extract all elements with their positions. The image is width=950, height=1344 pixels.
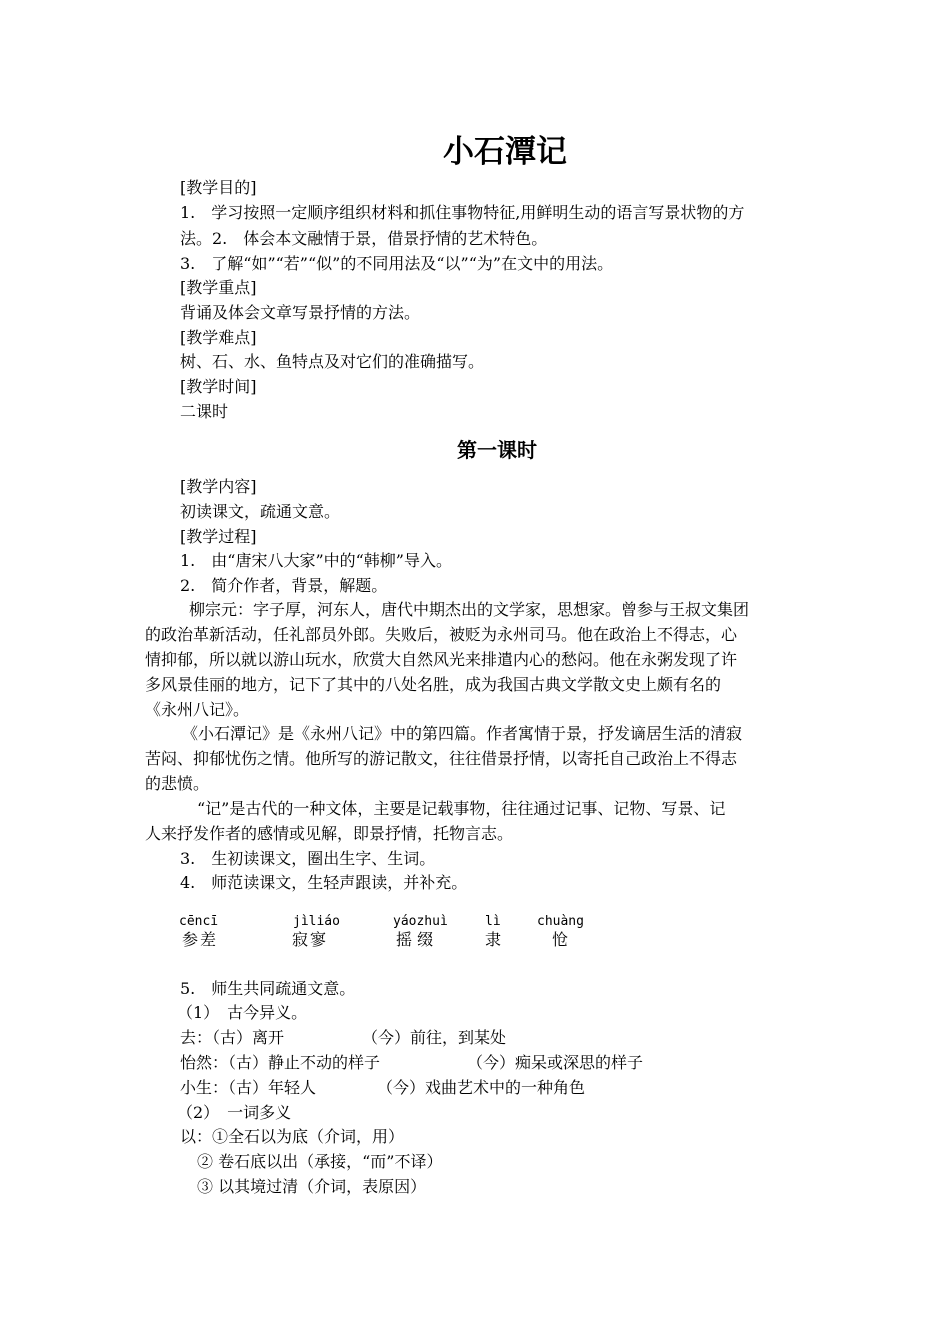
- genre-paragraph-line: 人来抒发作者的感情或见解，即景抒情，托物言志。: [145, 824, 514, 843]
- subheading-polysemy: （2） 一词多义: [177, 1103, 292, 1122]
- author-paragraph-line: 《永州八记》。: [145, 700, 250, 719]
- vocab-word: 参差: [182, 930, 219, 949]
- work-paragraph-line: 《小石潭记》是《永州八记》中的第四篇。作者寓情于景，抒发谪居生活的清寂: [182, 724, 743, 743]
- author-paragraph-line: 多风景佳丽的地方，记下了其中的八处名胜，成为我国古典文学散文史上颇有名的: [145, 675, 722, 694]
- genre-paragraph-line: “记”是古代的一种文体，主要是记载事物，往往通过记事、记物、写景、记: [197, 799, 726, 818]
- key-points-text: 背诵及体会文章写景抒情的方法。: [180, 303, 421, 322]
- polysemy-line: 以：①全石以为底（介词，用）: [180, 1127, 405, 1146]
- vocab-word: 摇 缀: [396, 930, 434, 949]
- objectives-heading: [教学目的]: [180, 178, 257, 197]
- author-paragraph-line: 的政治革新活动，任礼部员外郎。失败后，被贬为永州司马。他在政治上不得志，心: [145, 625, 738, 644]
- vocab-word: 隶: [485, 930, 502, 949]
- step-1: 1. 由“唐宋八大家”中的“韩柳”导入。: [180, 551, 452, 570]
- vocab-pinyin: chuàng: [537, 914, 584, 929]
- process-heading: [教学过程]: [180, 527, 257, 546]
- step-3: 3. 生初读课文，圈出生字、生词。: [180, 849, 436, 868]
- content-text: 初读课文，疏通文意。: [180, 502, 341, 521]
- term-qu: 去：（古）离开: [180, 1028, 285, 1047]
- vocab-word: 怆: [552, 930, 569, 949]
- term-xiaosheng-modern: （今）戏曲艺术中的一种角色: [377, 1078, 586, 1097]
- time-text: 二课时: [180, 402, 229, 421]
- vocab-word: 寂寥: [292, 930, 329, 949]
- key-points-heading: [教学重点]: [180, 278, 257, 297]
- work-paragraph-line: 苦闷、抑郁忧伤之情。他所写的游记散文，往往借景抒情，以寄托自己政治上不得志: [145, 749, 738, 768]
- term-qu-modern: （今）前往，到某处: [362, 1028, 507, 1047]
- objectives-line-3: 3. 了解“如”“若”“似”的不同用法及“以”“为”在文中的用法。: [180, 254, 614, 273]
- vocab-pinyin: cēncī: [179, 914, 219, 929]
- difficulties-heading: [教学难点]: [180, 328, 257, 347]
- subheading-ancient-modern: （1） 古今异义。: [177, 1003, 308, 1022]
- step-4: 4. 师范读课文，生轻声跟读，并补充。: [180, 873, 468, 892]
- page-title: 小石潭记: [443, 134, 567, 170]
- objectives-line-2: 法。2. 体会本文融情于景，借景抒情的艺术特色。: [180, 229, 548, 248]
- objectives-line-1: 1. 学习按照一定顺序组织材料和抓住事物特征,用鲜明生动的语言写景状物的方: [180, 203, 745, 222]
- vocab-pinyin: jìliáo: [293, 914, 340, 929]
- author-paragraph-line: 情抑郁，所以就以游山玩水，欣赏大自然风光来排遣内心的愁闷。他在永粥发现了许: [145, 650, 738, 669]
- time-heading: [教学时间]: [180, 377, 257, 396]
- step-5: 5. 师生共同疏通文意。: [180, 979, 356, 998]
- term-yiran-modern: （今）痴呆或深思的样子: [467, 1053, 644, 1072]
- polysemy-line: ③ 以其境过清（介词，表原因）: [197, 1177, 427, 1196]
- step-2: 2. 简介作者，背景，解题。: [180, 576, 388, 595]
- polysemy-line: ② 卷石底以出（承接，“而”不译）: [197, 1152, 443, 1171]
- work-paragraph-line: 的悲愤。: [145, 774, 210, 793]
- content-heading: [教学内容]: [180, 477, 257, 496]
- vocab-pinyin: lì: [485, 914, 501, 929]
- difficulties-text: 树、石、水、鱼特点及对它们的准确描写。: [180, 352, 485, 371]
- author-paragraph-line: 柳宗元：字子厚，河东人，唐代中期杰出的文学家，思想家。曾参与王叔文集团: [189, 600, 750, 619]
- lesson-title: 第一课时: [457, 438, 537, 462]
- term-xiaosheng: 小生：（古）年轻人: [180, 1078, 317, 1097]
- term-yiran: 怡然：（古）静止不动的样子: [180, 1053, 381, 1072]
- vocab-pinyin: yáozhuì: [393, 914, 448, 929]
